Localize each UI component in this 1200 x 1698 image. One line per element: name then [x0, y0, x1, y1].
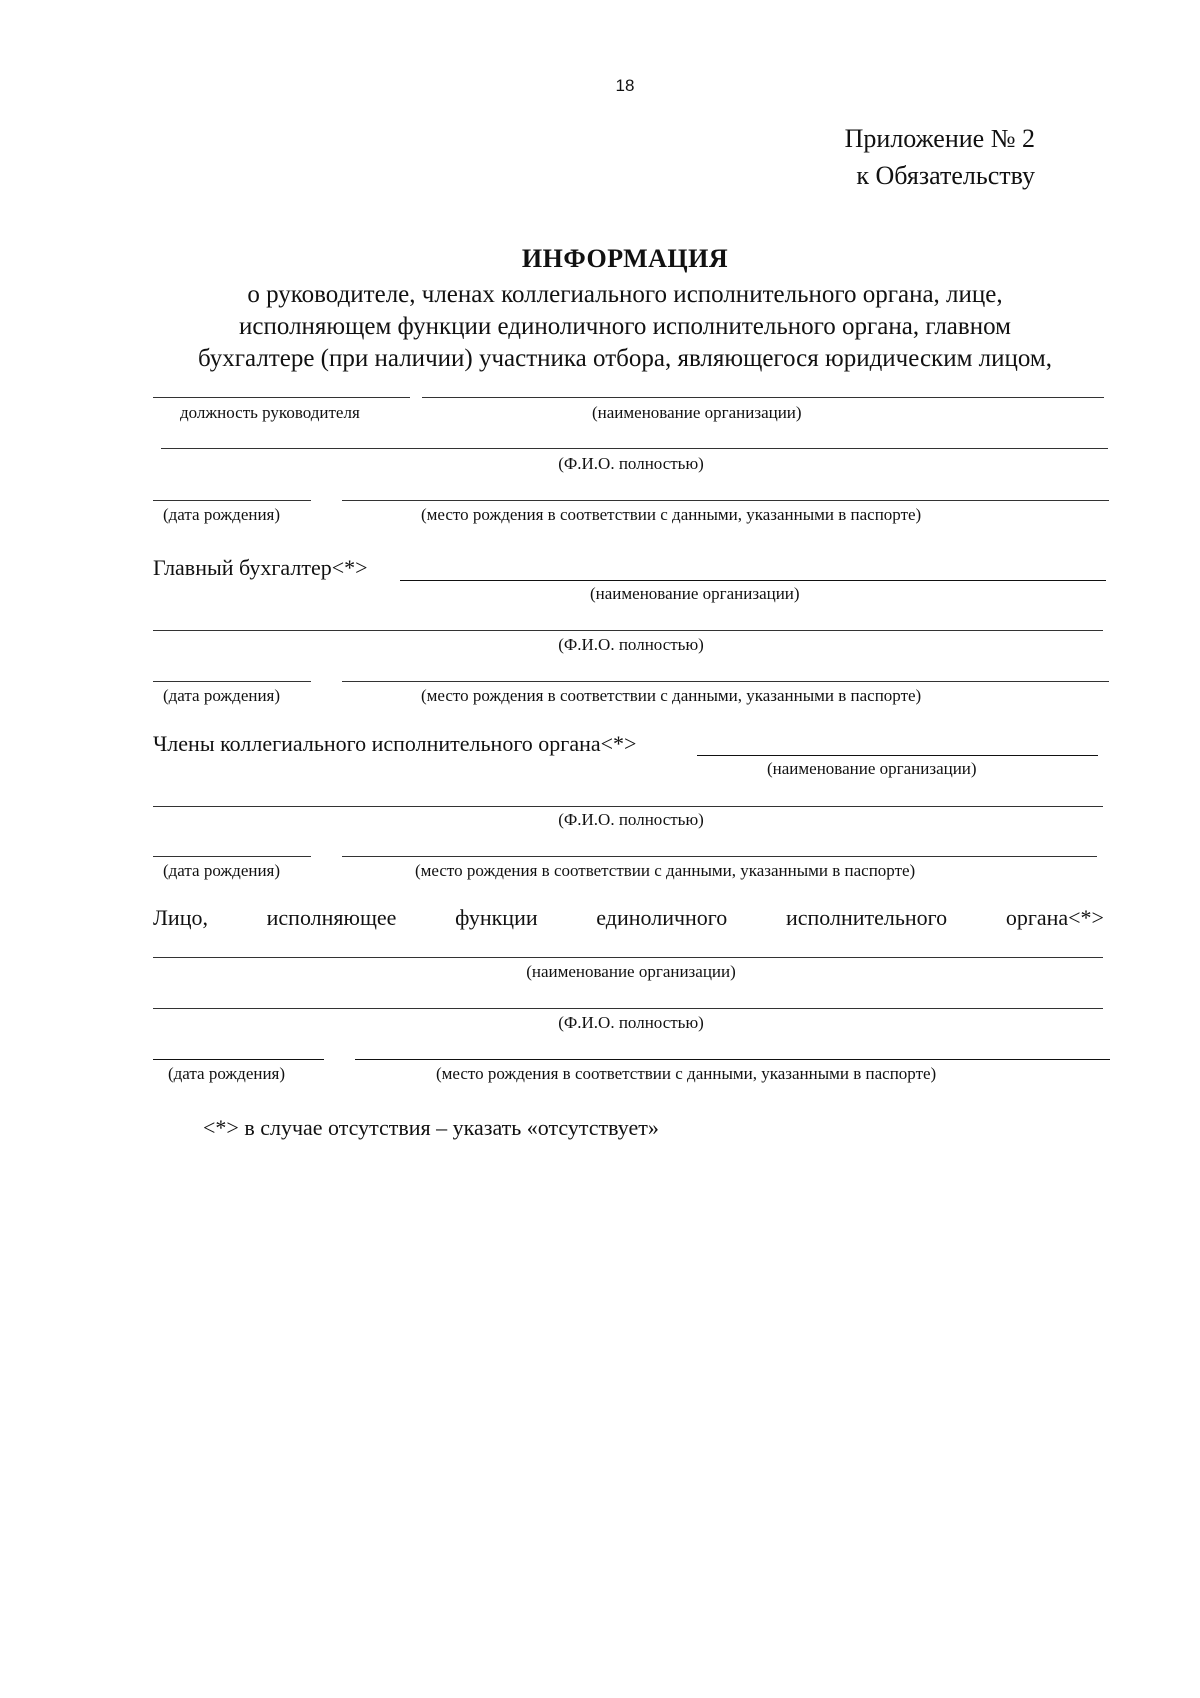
- board-members-label: Члены коллегиального исполнительного органа<*>: [153, 731, 637, 756]
- sole-executive-full-name-field[interactable]: [153, 1008, 1103, 1009]
- sole-executive-org-field[interactable]: [153, 957, 1103, 958]
- page-number: 18: [615, 76, 635, 95]
- sole-executive-word: функции: [455, 905, 538, 930]
- chief-accountant-label: Главный бухгалтер<*>: [153, 555, 368, 580]
- chief-accountant-full-name-caption: (Ф.И.О. полностью): [558, 635, 704, 654]
- board-members-org-caption: (наименование организации): [767, 759, 977, 778]
- chief-accountant-full-name-field[interactable]: [153, 630, 1103, 631]
- head-position-field[interactable]: [153, 397, 410, 398]
- board-members-org-field[interactable]: [697, 755, 1098, 756]
- sole-executive-word: Лицо,: [153, 905, 208, 930]
- document-subtitle-line-3: бухгалтере (при наличии) участника отбора, являющегося юридическим лицом,: [198, 345, 1052, 372]
- board-members-birth-date-caption: (дата рождения): [163, 861, 281, 880]
- sole-executive-full-name-caption: (Ф.И.О. полностью): [558, 1013, 704, 1032]
- chief-accountant-birth-date-caption: (дата рождения): [163, 686, 281, 705]
- board-members-birth-place-field[interactable]: [342, 856, 1097, 857]
- chief-accountant-birth-date-field[interactable]: [153, 681, 311, 682]
- sole-executive-word: исполняющее: [266, 905, 397, 930]
- footnote: <*> в случае отсутствия – указать «отсутствует»: [203, 1115, 659, 1140]
- head-position-caption: должность руководителя: [180, 403, 360, 422]
- sole-executive-word: единоличного: [596, 905, 728, 930]
- sole-executive-word: органа<*>: [1005, 905, 1104, 930]
- chief-accountant-birth-place-caption: (место рождения в соответствии с данными, указанными в паспорте): [421, 686, 922, 705]
- sole-executive-org-caption: (наименование организации): [526, 962, 736, 981]
- head-birth-place-field[interactable]: [342, 500, 1109, 501]
- board-members-birth-place-caption: (место рождения в соответствии с данными, указанными в паспорте): [415, 861, 916, 880]
- sole-executive-birth-place-caption: (место рождения в соответствии с данными, указанными в паспорте): [436, 1064, 937, 1083]
- head-full-name-caption: (Ф.И.О. полностью): [558, 454, 704, 473]
- sole-executive-label: [153, 905, 1104, 931]
- chief-accountant-org-caption: (наименование организации): [590, 584, 800, 603]
- document-subtitle-line-2: исполняющем функции единоличного исполнительного органа, главном: [239, 313, 1011, 340]
- appendix-number: Приложение № 2: [844, 124, 1035, 153]
- sole-executive-birth-place-field[interactable]: [355, 1059, 1110, 1060]
- sole-executive-word: исполнительного: [785, 905, 948, 930]
- chief-accountant-birth-place-field[interactable]: [342, 681, 1109, 682]
- board-members-full-name-caption: (Ф.И.О. полностью): [558, 810, 704, 829]
- head-org-name-caption: (наименование организации): [592, 403, 802, 422]
- chief-accountant-org-field[interactable]: [400, 580, 1106, 581]
- document-title: ИНФОРМАЦИЯ: [521, 244, 729, 273]
- appendix-reference: к Обязательству: [856, 161, 1035, 190]
- sole-executive-birth-date-caption: (дата рождения): [168, 1064, 286, 1083]
- board-members-full-name-field[interactable]: [153, 806, 1103, 807]
- board-members-birth-date-field[interactable]: [153, 856, 311, 857]
- head-birth-place-caption: (место рождения в соответствии с данными, указанными в паспорте): [421, 505, 922, 524]
- head-org-name-field[interactable]: [422, 397, 1104, 398]
- head-birth-date-caption: (дата рождения): [163, 505, 281, 524]
- document-subtitle-line-1: о руководителе, членах коллегиального исполнительного органа, лице,: [247, 281, 1003, 308]
- head-birth-date-field[interactable]: [153, 500, 311, 501]
- head-full-name-field[interactable]: [161, 448, 1108, 449]
- sole-executive-birth-date-field[interactable]: [153, 1059, 324, 1060]
